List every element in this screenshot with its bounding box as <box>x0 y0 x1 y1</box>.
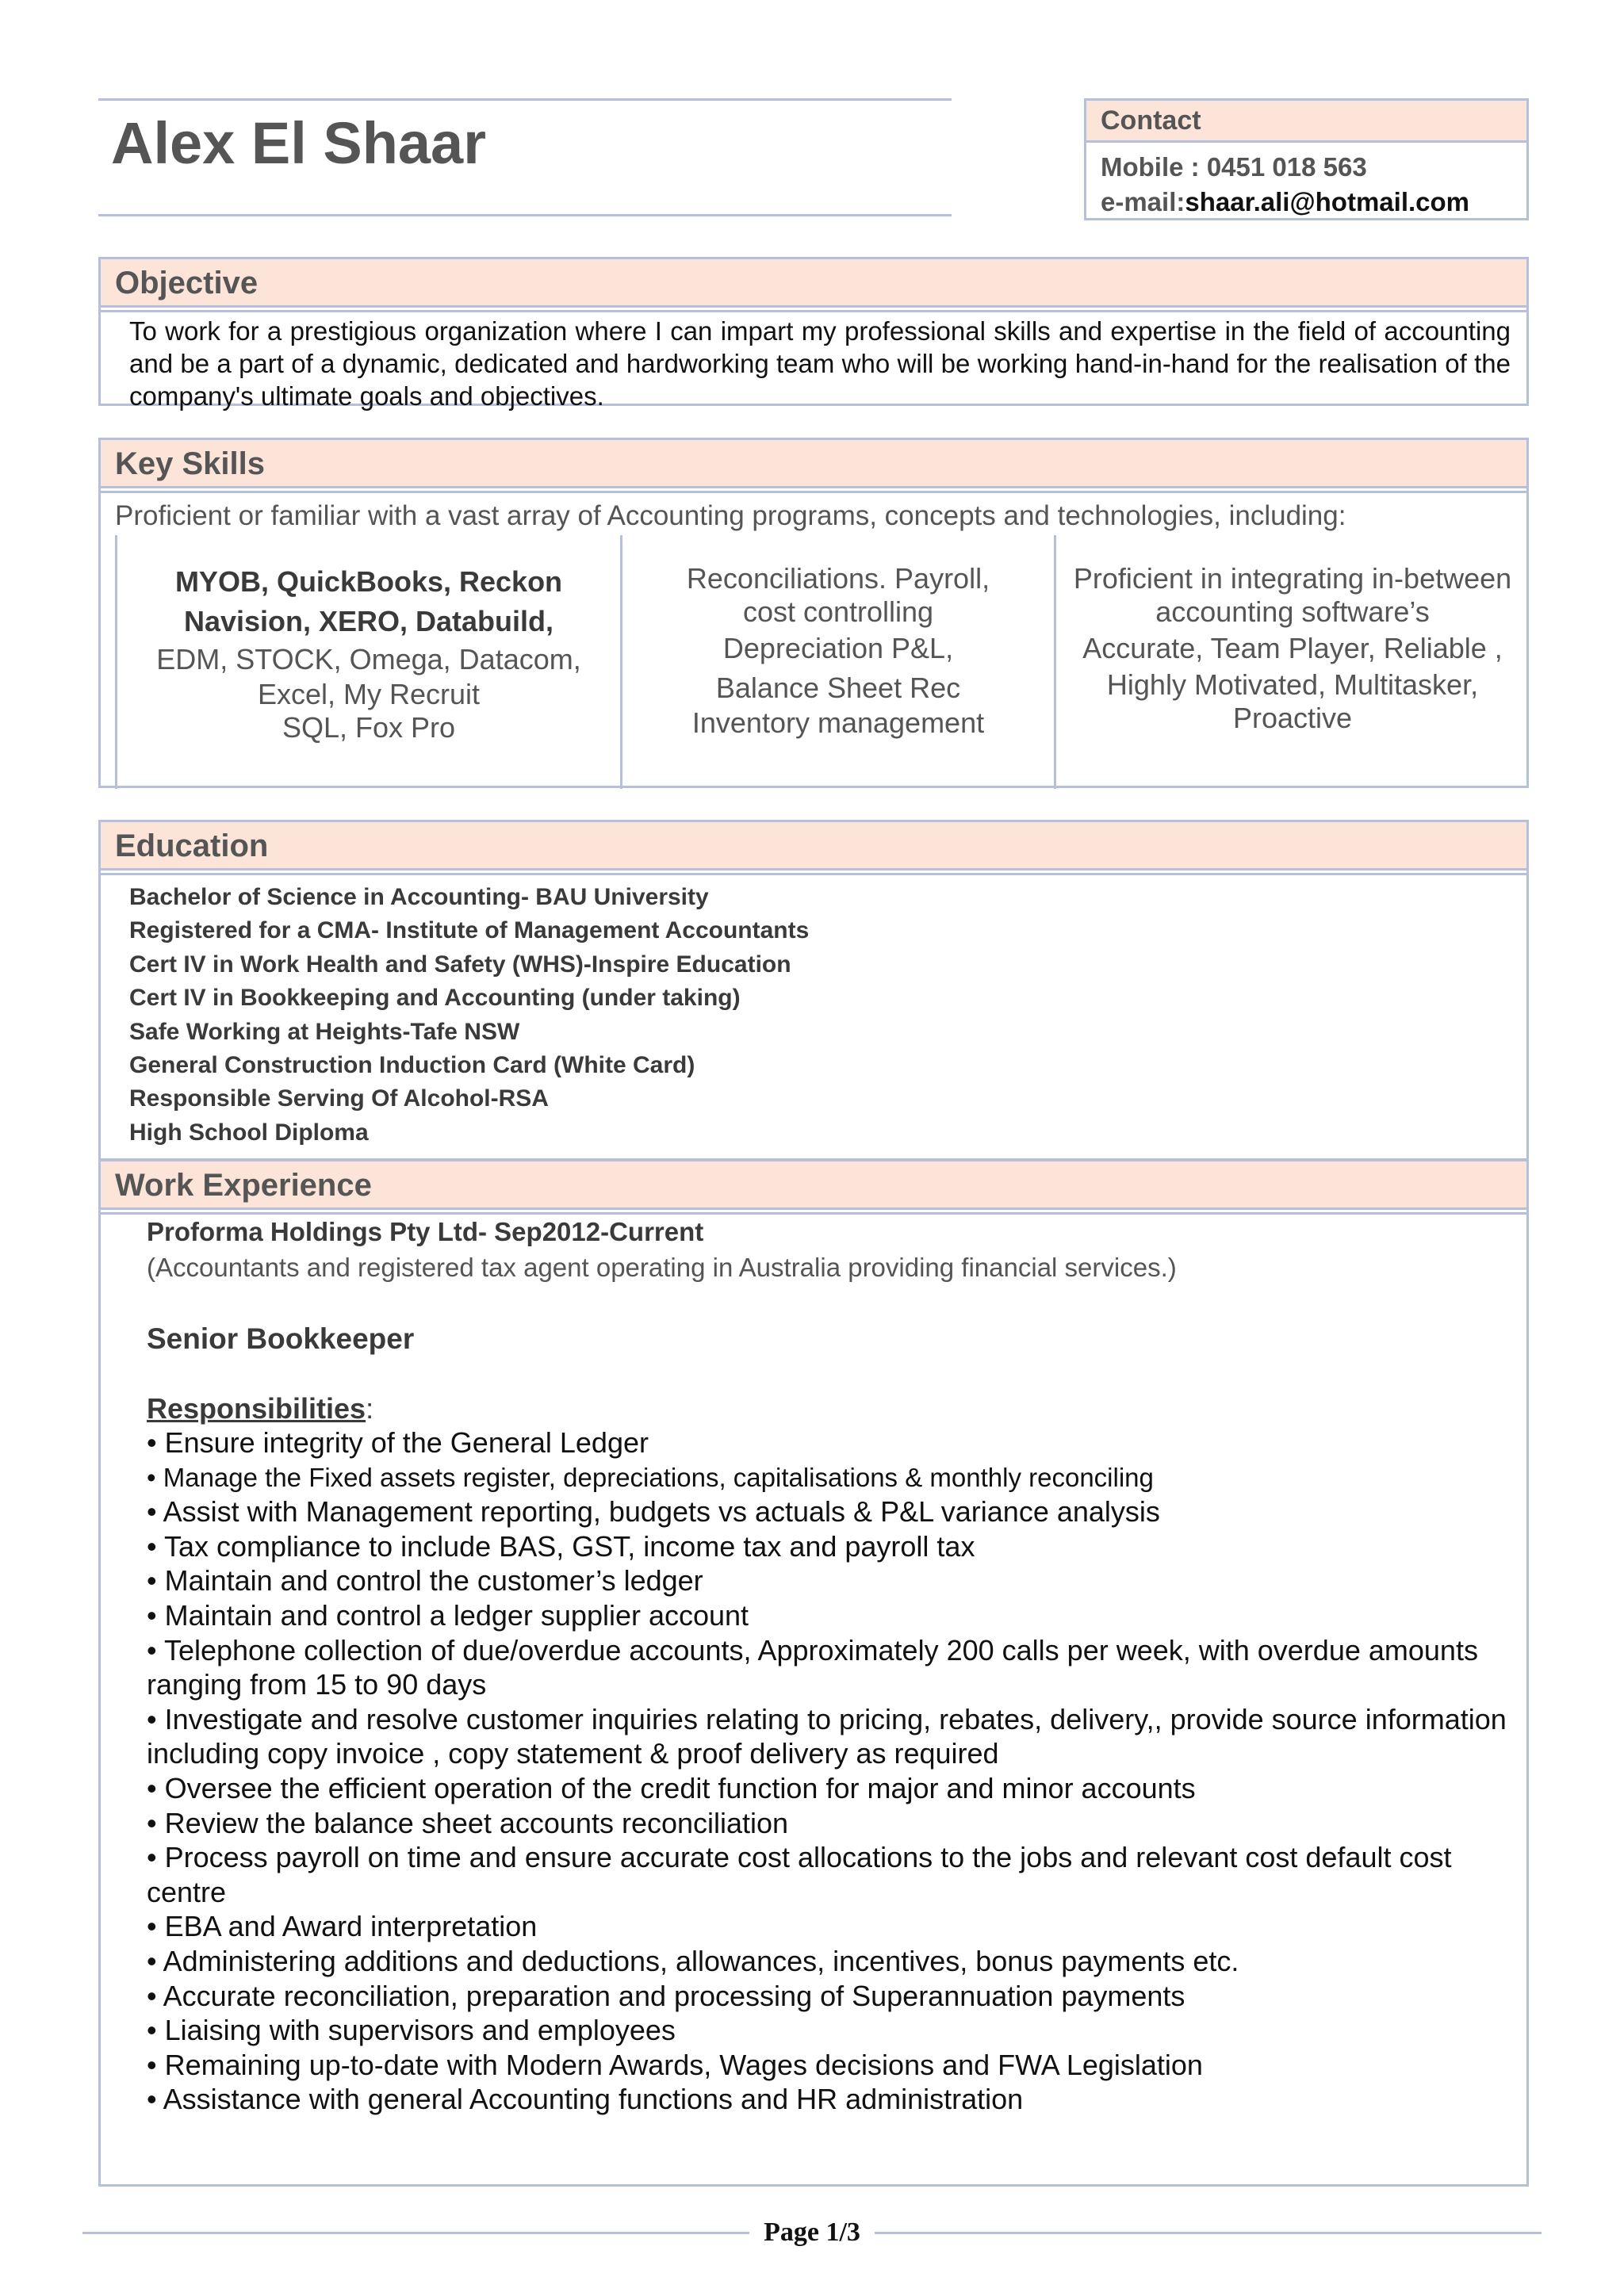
skill-line: EDM, STOCK, Omega, Datacom, <box>156 643 581 675</box>
key-skills-intro: Proficient or familiar with a vast array of Accounting programs, concepts and technologies, including: <box>115 500 1346 531</box>
education-item: Cert IV in Bookkeeping and Accounting (under taking) <box>129 985 741 1012</box>
responsibility-item: • Accurate reconciliation, preparation and processing of Superannuation payments <box>147 1979 1185 2012</box>
header-top-rule <box>98 98 952 101</box>
responsibility-item: • Administering additions and deductions, allowances, incentives, bonus payments etc. <box>147 1944 1239 1977</box>
responsibility-item: • Oversee the efficient operation of the credit function for major and minor accounts <box>147 1771 1196 1804</box>
responsibilities-label: Responsibilities <box>147 1392 366 1425</box>
contact-email <box>1086 187 1526 217</box>
responsibility-item: • Assistance with general Accounting functions and HR administration <box>147 2083 1024 2116</box>
contact-mobile: Mobile : 0451 018 563 <box>1101 152 1367 182</box>
skill-line: MYOB, QuickBooks, Reckon <box>174 565 563 598</box>
skill-line: SQL, Fox Pro <box>282 711 456 744</box>
objective-section <box>98 257 1529 411</box>
skills-column-personal <box>1056 535 1529 816</box>
work-experience-body <box>147 1214 1511 2117</box>
skills-column-concepts <box>622 535 1054 816</box>
education-item: Safe Working at Heights-Tafe NSW <box>129 1018 520 1045</box>
skill-line: Accurate, Team Player, Reliable , <box>1082 632 1503 664</box>
responsibility-item: • Maintain and control the customer’s ledger <box>147 1564 703 1598</box>
education-item: General Construction Induction Card (White Card) <box>129 1052 695 1079</box>
contact-title: Contact <box>1086 101 1526 143</box>
skill-line: Proficient in integrating in-between <box>1073 562 1512 595</box>
responsibility-item: • Tax compliance to include BAS, GST, income tax and payroll tax <box>147 1529 975 1563</box>
objective-text: To work for a prestigious organization where I can impart my professional skills and expertise in the field of accounting and be a part of a dynamic, dedicated and hardworking team who will be working hand-in-hand for the realisation of the company's ultimate goals and objectives. <box>129 316 1511 411</box>
education-section <box>98 820 1529 1161</box>
candidate-name: Alex El Shaar <box>111 110 487 176</box>
education-item: Responsible Serving Of Alcohol-RSA <box>129 1085 549 1112</box>
page-number <box>0 2218 1624 2248</box>
skill-line: Reconciliations. Payroll, <box>686 562 990 595</box>
skills-column-software <box>117 535 620 816</box>
responsibility-item: • Review the balance sheet accounts reconciliation <box>147 1806 789 1839</box>
education-list <box>129 881 809 1150</box>
responsibility-item: • Maintain and control a ledger supplier account <box>147 1598 749 1632</box>
responsibility-item: • EBA and Award interpretation <box>147 1910 538 1943</box>
education-item: Registered for a CMA- Institute of Management Accountants <box>129 917 810 944</box>
education-title: Education <box>101 822 1526 871</box>
education-item: Bachelor of Science in Accounting- BAU University <box>129 884 709 910</box>
key-skills-section <box>98 438 1529 788</box>
responsibilities-heading <box>147 1391 1511 1425</box>
education-item: Cert IV in Work Health and Safety (WHS)-Inspire Education <box>129 951 791 978</box>
skill-line: Navision, XERO, Databuild, <box>183 605 554 637</box>
responsibility-item: • Investigate and resolve customer inquiries relating to pricing, rebates, delivery,, provide source information including copy invoice , copy statement & proof delivery as required <box>147 1702 1507 1770</box>
responsibility-item: • Manage the Fixed assets register, depreciations, capitalisations & monthly reconciling <box>147 1462 1154 1492</box>
skill-line: Depreciation P&L, <box>722 632 954 664</box>
responsibilities-colon: : <box>366 1392 374 1425</box>
responsibility-item: • Process payroll on time and ensure accurate cost allocations to the jobs and relevant cost default cost centre <box>147 1841 1452 1908</box>
page-number-text: Page 1/3 <box>749 2218 875 2247</box>
responsibility-item: • Ensure integrity of the General Ledger <box>147 1426 649 1459</box>
contact-email-link[interactable]: shaar.ali@hotmail.com <box>1185 187 1470 216</box>
skill-line: Inventory management <box>691 706 985 739</box>
company-name: Proforma Holdings Pty Ltd- Sep2012-Current <box>147 1217 704 1246</box>
skill-line: cost controlling <box>742 595 934 628</box>
job-title: Senior Bookkeeper <box>147 1322 415 1355</box>
objective-title: Objective <box>101 259 1526 308</box>
responsibility-item: • Liaising with supervisors and employees <box>147 2014 676 2047</box>
skill-line: accounting software’s <box>1155 595 1430 628</box>
key-skills-title: Key Skills <box>101 440 1526 488</box>
company-description: (Accountants and registered tax agent operating in Australia providing financial services.) <box>147 1253 1177 1282</box>
education-item: High School Diploma <box>129 1119 369 1146</box>
work-experience-section <box>98 1159 1529 2187</box>
responsibility-item: • Assist with Management reporting, budgets vs actuals & P&L variance analysis <box>147 1495 1160 1529</box>
responsibilities-list <box>147 1425 1511 2117</box>
skill-line: Proactive <box>1232 702 1353 734</box>
skill-line: Excel, My Recruit <box>257 678 481 710</box>
skill-line: Highly Motivated, Multitasker, <box>1106 668 1479 701</box>
skill-line: Balance Sheet Rec <box>715 672 961 704</box>
work-experience-title: Work Experience <box>101 1161 1526 1210</box>
contact-email-label: e-mail: <box>1101 187 1185 216</box>
contact-box <box>1084 98 1529 220</box>
header-bottom-rule <box>98 214 952 216</box>
responsibility-item: • Remaining up-to-date with Modern Awards, Wages decisions and FWA Legislation <box>147 2048 1203 2081</box>
responsibility-item: • Telephone collection of due/overdue accounts, Approximately 200 calls per week, with overdue amounts ranging from 15 to 90 days <box>147 1633 1478 1701</box>
